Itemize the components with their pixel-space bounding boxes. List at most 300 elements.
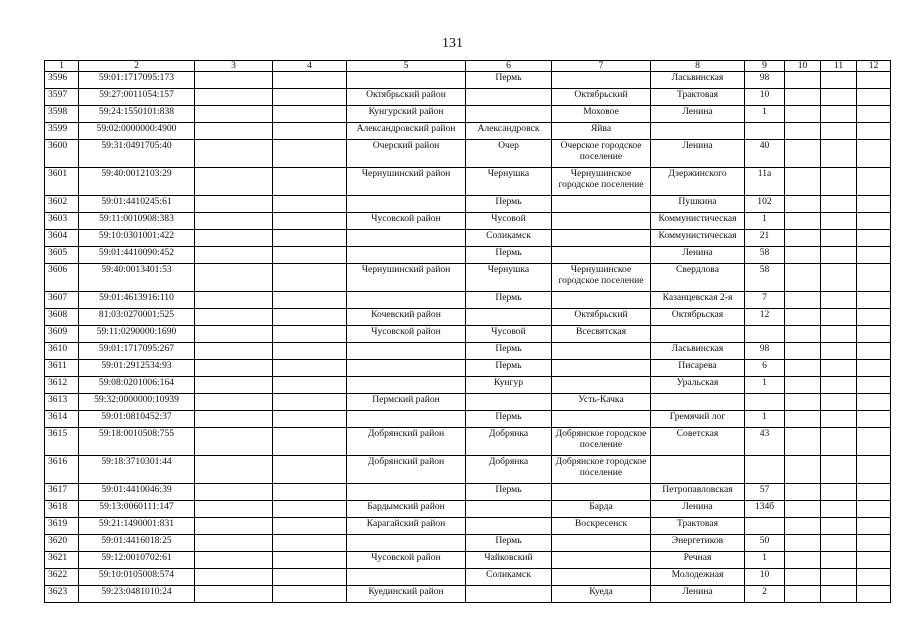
- table-cell: [785, 106, 821, 123]
- table-cell: [857, 72, 891, 89]
- table-cell: [195, 168, 273, 196]
- table-cell: Всесвятская: [552, 326, 651, 343]
- table-cell: [273, 196, 347, 213]
- table-cell: Пермь: [466, 247, 552, 264]
- table-cell: 21: [745, 230, 785, 247]
- table-cell: [785, 484, 821, 501]
- table-cell: [466, 309, 552, 326]
- table-cell: [857, 552, 891, 569]
- table-row: [45, 140, 891, 168]
- table-cell: Карагайский район: [347, 518, 466, 535]
- table-cell: 59:27:0011054:157: [79, 89, 195, 106]
- table-cell: [195, 292, 273, 309]
- table-cell: 59:01:4410046:39: [79, 484, 195, 501]
- table-cell: 59:01:4410090:452: [79, 247, 195, 264]
- table-cell: Пермь: [466, 72, 552, 89]
- table-cell: [785, 428, 821, 456]
- table-cell: [821, 394, 857, 411]
- table-cell: [552, 535, 651, 552]
- table-row: [45, 377, 891, 394]
- table-cell: Октябрьская: [651, 309, 745, 326]
- table-cell: [273, 518, 347, 535]
- table-cell: [785, 292, 821, 309]
- table-cell: 1: [745, 411, 785, 428]
- table-cell: Ленина: [651, 247, 745, 264]
- table-cell: [347, 360, 466, 377]
- table-cell: 59:08:0201006:164: [79, 377, 195, 394]
- table-cell: [552, 360, 651, 377]
- table-cell: [857, 377, 891, 394]
- table-cell: [745, 518, 785, 535]
- table-cell: [821, 292, 857, 309]
- table-cell: [195, 326, 273, 343]
- table-cell: [821, 326, 857, 343]
- table-cell: [195, 377, 273, 394]
- table-cell: Чусовской район: [347, 213, 466, 230]
- table-cell: [273, 230, 347, 247]
- table-cell: Барда: [552, 501, 651, 518]
- table-cell: [821, 309, 857, 326]
- table-cell: 59:01:1717095:173: [79, 72, 195, 89]
- table-cell: [273, 394, 347, 411]
- table-cell: [552, 230, 651, 247]
- table-cell: [273, 428, 347, 456]
- table-cell: [273, 89, 347, 106]
- table-cell: [785, 569, 821, 586]
- table-cell: 59:18:3710301:44: [79, 456, 195, 484]
- table-cell: 81:03:0270001:525: [79, 309, 195, 326]
- table-cell: 98: [745, 72, 785, 89]
- table-cell: [195, 264, 273, 292]
- table-cell: [273, 501, 347, 518]
- table-cell: [785, 456, 821, 484]
- table-cell: 3600: [45, 140, 79, 168]
- table-row: [45, 168, 891, 196]
- table-cell: [857, 89, 891, 106]
- table-row: [45, 518, 891, 535]
- table-cell: Воскресенск: [552, 518, 651, 535]
- table-cell: [857, 456, 891, 484]
- table-cell: [552, 569, 651, 586]
- table-cell: [195, 123, 273, 140]
- table-cell: Петропавловская: [651, 484, 745, 501]
- table-cell: [857, 292, 891, 309]
- table-cell: 3601: [45, 168, 79, 196]
- table-cell: Александровск: [466, 123, 552, 140]
- table-cell: [821, 569, 857, 586]
- table-cell: 1: [745, 213, 785, 230]
- table-row: [45, 394, 891, 411]
- table-cell: 59:01:4410245:61: [79, 196, 195, 213]
- table-cell: Соликамск: [466, 230, 552, 247]
- table-cell: 3611: [45, 360, 79, 377]
- table-cell: [821, 72, 857, 89]
- table-cell: [273, 106, 347, 123]
- table-cell: Ленина: [651, 501, 745, 518]
- table-cell: Октябрьский: [552, 89, 651, 106]
- table-cell: [195, 72, 273, 89]
- table-cell: [552, 411, 651, 428]
- table-cell: [273, 140, 347, 168]
- table-cell: Пермь: [466, 196, 552, 213]
- table-cell: [466, 106, 552, 123]
- table-cell: 3609: [45, 326, 79, 343]
- column-header: 9: [745, 61, 785, 72]
- table-cell: [821, 106, 857, 123]
- table-cell: Ленина: [651, 106, 745, 123]
- table-cell: [273, 72, 347, 89]
- table-cell: [785, 501, 821, 518]
- table-body: [45, 72, 891, 603]
- table-cell: Кунгурский район: [347, 106, 466, 123]
- table-cell: [195, 343, 273, 360]
- table-cell: [195, 518, 273, 535]
- table-cell: Чусовой: [466, 213, 552, 230]
- table-cell: [857, 569, 891, 586]
- table-cell: [785, 518, 821, 535]
- table-cell: 3607: [45, 292, 79, 309]
- table-cell: [552, 72, 651, 89]
- table-cell: 3605: [45, 247, 79, 264]
- table-row: [45, 428, 891, 456]
- table-cell: [195, 309, 273, 326]
- table-cell: Ласьвинская: [651, 343, 745, 360]
- table-cell: [785, 196, 821, 213]
- table-cell: [857, 196, 891, 213]
- table-cell: [273, 309, 347, 326]
- table-cell: [785, 140, 821, 168]
- table-cell: Ленина: [651, 586, 745, 603]
- table-cell: 50: [745, 535, 785, 552]
- table-row: [45, 106, 891, 123]
- table-cell: [821, 140, 857, 168]
- table-cell: 10: [745, 569, 785, 586]
- table-cell: [552, 213, 651, 230]
- table-cell: 59:10:0105008:574: [79, 569, 195, 586]
- table-cell: [785, 309, 821, 326]
- table-cell: Добрянское городское поселение: [552, 428, 651, 456]
- table-cell: [273, 586, 347, 603]
- table-cell: [785, 72, 821, 89]
- table-cell: Чусовой: [466, 326, 552, 343]
- table-cell: 59:12:0010702:61: [79, 552, 195, 569]
- table-cell: [785, 247, 821, 264]
- table-cell: [785, 168, 821, 196]
- table-cell: [857, 264, 891, 292]
- table-cell: [821, 247, 857, 264]
- table-cell: [821, 89, 857, 106]
- table-cell: [745, 326, 785, 343]
- table-cell: [195, 411, 273, 428]
- table-cell: [821, 343, 857, 360]
- table-cell: [785, 586, 821, 603]
- table-cell: 59:32:0000000:10939: [79, 394, 195, 411]
- table-cell: [273, 168, 347, 196]
- table-cell: [195, 394, 273, 411]
- table-cell: [273, 377, 347, 394]
- table-cell: 59:01:2912534:93: [79, 360, 195, 377]
- table-cell: 3617: [45, 484, 79, 501]
- table-cell: Уральская: [651, 377, 745, 394]
- table-cell: [821, 377, 857, 394]
- table-cell: Коммунистическая: [651, 213, 745, 230]
- table-cell: [347, 569, 466, 586]
- table-cell: Пермь: [466, 411, 552, 428]
- table-cell: [857, 411, 891, 428]
- table-cell: Добрянка: [466, 428, 552, 456]
- table-cell: [745, 123, 785, 140]
- table-cell: 11а: [745, 168, 785, 196]
- table-cell: [785, 123, 821, 140]
- table-cell: [857, 360, 891, 377]
- table-cell: [857, 428, 891, 456]
- table-row: [45, 535, 891, 552]
- table-row: [45, 552, 891, 569]
- table-cell: 57: [745, 484, 785, 501]
- table-cell: 59:01:4416018:25: [79, 535, 195, 552]
- table-cell: [857, 326, 891, 343]
- table-cell: [857, 586, 891, 603]
- column-header: 11: [821, 61, 857, 72]
- table-cell: Чернушинское городское поселение: [552, 264, 651, 292]
- table-cell: 3603: [45, 213, 79, 230]
- table-cell: [552, 343, 651, 360]
- table-row: [45, 586, 891, 603]
- table-cell: [857, 106, 891, 123]
- table-cell: [347, 196, 466, 213]
- table-cell: [195, 552, 273, 569]
- table-cell: Октябрьский район: [347, 89, 466, 106]
- table-cell: [857, 123, 891, 140]
- table-cell: [273, 535, 347, 552]
- table-cell: [195, 569, 273, 586]
- table-cell: Куединский район: [347, 586, 466, 603]
- table-cell: [273, 552, 347, 569]
- table-row: [45, 456, 891, 484]
- table-cell: 98: [745, 343, 785, 360]
- table-cell: [273, 360, 347, 377]
- table-cell: [857, 501, 891, 518]
- table-cell: [785, 360, 821, 377]
- table-cell: Куеда: [552, 586, 651, 603]
- table-cell: Трактовая: [651, 89, 745, 106]
- table-cell: 59:02:0000000:4900: [79, 123, 195, 140]
- table-cell: [347, 535, 466, 552]
- table-cell: 40: [745, 140, 785, 168]
- table-cell: [466, 501, 552, 518]
- column-header: 1: [45, 61, 79, 72]
- table-cell: [821, 213, 857, 230]
- table-cell: 59:23:0481010:24: [79, 586, 195, 603]
- table-row: [45, 360, 891, 377]
- table-cell: Трактовая: [651, 518, 745, 535]
- table-cell: 3604: [45, 230, 79, 247]
- table-cell: 3608: [45, 309, 79, 326]
- column-header: 6: [466, 61, 552, 72]
- table-cell: [821, 456, 857, 484]
- table-cell: [195, 456, 273, 484]
- table-cell: 59:01:1717095:267: [79, 343, 195, 360]
- table-cell: [195, 360, 273, 377]
- table-cell: [857, 213, 891, 230]
- table-cell: 58: [745, 247, 785, 264]
- table-cell: 7: [745, 292, 785, 309]
- table-cell: [785, 411, 821, 428]
- table-cell: [651, 326, 745, 343]
- table-cell: [552, 552, 651, 569]
- table-row: [45, 89, 891, 106]
- page-number: 131: [442, 36, 463, 51]
- table-cell: 3606: [45, 264, 79, 292]
- table-cell: 3596: [45, 72, 79, 89]
- table-cell: Чайковский: [466, 552, 552, 569]
- table-cell: Молодежная: [651, 569, 745, 586]
- table-cell: [195, 586, 273, 603]
- table-cell: [347, 411, 466, 428]
- table-cell: 59:21:1490001:831: [79, 518, 195, 535]
- table-cell: Энергетиков: [651, 535, 745, 552]
- column-header: 5: [347, 61, 466, 72]
- table-cell: Пермь: [466, 535, 552, 552]
- table-cell: [821, 428, 857, 456]
- table-cell: [857, 230, 891, 247]
- table-cell: [195, 428, 273, 456]
- table-cell: [195, 501, 273, 518]
- table-row: [45, 230, 891, 247]
- table-cell: Кочевский район: [347, 309, 466, 326]
- table-cell: Пушкина: [651, 196, 745, 213]
- table-cell: Пермь: [466, 484, 552, 501]
- table-cell: Ласьвинская: [651, 72, 745, 89]
- table-cell: [347, 484, 466, 501]
- table-cell: Чусовской район: [347, 552, 466, 569]
- table-cell: 59:01:4613916:110: [79, 292, 195, 309]
- table-row: [45, 501, 891, 518]
- table-cell: [466, 586, 552, 603]
- table-cell: [466, 394, 552, 411]
- table-cell: [273, 292, 347, 309]
- table-cell: Яйва: [552, 123, 651, 140]
- table-cell: [785, 394, 821, 411]
- table-cell: [273, 326, 347, 343]
- table-cell: Писарева: [651, 360, 745, 377]
- table-cell: [857, 394, 891, 411]
- table-cell: Чернушинский район: [347, 168, 466, 196]
- table-cell: Пермский район: [347, 394, 466, 411]
- column-header: 8: [651, 61, 745, 72]
- table-row: [45, 411, 891, 428]
- table-cell: 10: [745, 89, 785, 106]
- table-cell: 12: [745, 309, 785, 326]
- table-cell: [857, 518, 891, 535]
- table-cell: Гремячий лог: [651, 411, 745, 428]
- table-cell: [273, 484, 347, 501]
- column-header: 10: [785, 61, 821, 72]
- table-cell: Усть-Качка: [552, 394, 651, 411]
- table-cell: [347, 292, 466, 309]
- table-cell: [552, 377, 651, 394]
- table-cell: Чусовской район: [347, 326, 466, 343]
- table-cell: [273, 411, 347, 428]
- table-cell: [552, 292, 651, 309]
- table-cell: [552, 484, 651, 501]
- table-cell: Пермь: [466, 360, 552, 377]
- table-cell: [821, 411, 857, 428]
- table-cell: [821, 196, 857, 213]
- table-cell: [785, 535, 821, 552]
- table-cell: Пермь: [466, 343, 552, 360]
- table-cell: 3623: [45, 586, 79, 603]
- table-cell: 59:40:0012103:29: [79, 168, 195, 196]
- table-cell: [195, 230, 273, 247]
- table-cell: 3598: [45, 106, 79, 123]
- table-cell: [466, 518, 552, 535]
- table-cell: [821, 168, 857, 196]
- table-cell: [857, 168, 891, 196]
- table-cell: Добрянский район: [347, 456, 466, 484]
- table-cell: Очерский район: [347, 140, 466, 168]
- table-cell: 43: [745, 428, 785, 456]
- table-cell: Бардымский район: [347, 501, 466, 518]
- table-row: [45, 213, 891, 230]
- table-cell: Моховое: [552, 106, 651, 123]
- table-cell: [273, 213, 347, 230]
- table-row: [45, 309, 891, 326]
- table-cell: Чернушка: [466, 168, 552, 196]
- table-cell: 6: [745, 360, 785, 377]
- table-cell: [195, 535, 273, 552]
- table-cell: Чернушинский район: [347, 264, 466, 292]
- table-cell: Чернушка: [466, 264, 552, 292]
- table-cell: 3612: [45, 377, 79, 394]
- column-header: 4: [273, 61, 347, 72]
- table-row: [45, 326, 891, 343]
- table-cell: 3610: [45, 343, 79, 360]
- table-row: [45, 484, 891, 501]
- table-cell: [466, 89, 552, 106]
- table-row: [45, 569, 891, 586]
- table-cell: 3621: [45, 552, 79, 569]
- table-cell: 59:11:0010908:383: [79, 213, 195, 230]
- table-cell: 2: [745, 586, 785, 603]
- table-cell: 59:18:0010508:755: [79, 428, 195, 456]
- column-header: 12: [857, 61, 891, 72]
- table-cell: Дзержинского: [651, 168, 745, 196]
- table-cell: [785, 377, 821, 394]
- table-cell: Пермь: [466, 292, 552, 309]
- table-cell: [821, 552, 857, 569]
- table-cell: Советская: [651, 428, 745, 456]
- table-cell: Очерское городское поселение: [552, 140, 651, 168]
- table-cell: [347, 247, 466, 264]
- table-cell: [857, 343, 891, 360]
- table-cell: Кунгур: [466, 377, 552, 394]
- table-cell: Казанцевская 2-я: [651, 292, 745, 309]
- registry-table: [44, 60, 891, 603]
- table-cell: [347, 72, 466, 89]
- table-cell: [273, 264, 347, 292]
- table-cell: 59:10:0301001:422: [79, 230, 195, 247]
- table-cell: Очер: [466, 140, 552, 168]
- table-cell: Речная: [651, 552, 745, 569]
- table-cell: [821, 518, 857, 535]
- table-cell: 1: [745, 106, 785, 123]
- table-cell: Добрянское городское поселение: [552, 456, 651, 484]
- table-cell: [785, 89, 821, 106]
- table-row: [45, 196, 891, 213]
- table-cell: Коммунистическая: [651, 230, 745, 247]
- table-row: [45, 292, 891, 309]
